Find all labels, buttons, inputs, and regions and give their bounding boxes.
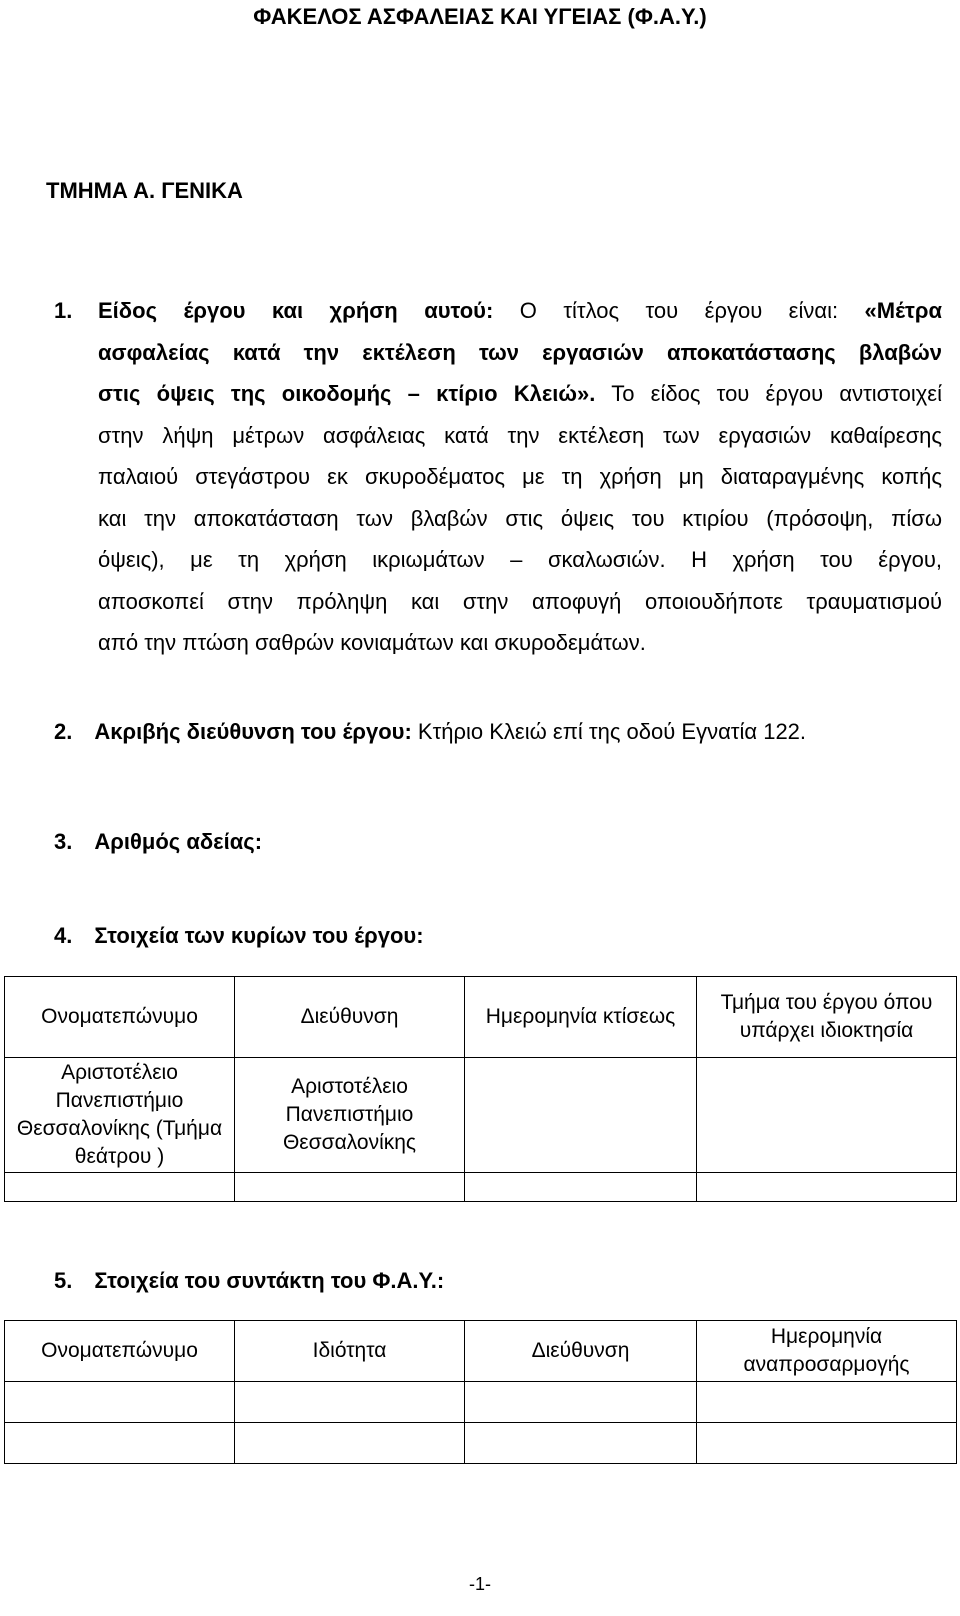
owners-header-address: Διεύθυνση xyxy=(235,977,465,1058)
item-1-line-5: παλαιού στεγάστρου εκ σκυροδέματος με τη χρήση μη διαταραγμένης κοπής xyxy=(98,464,942,489)
item-2-value: Κτήριο Κλειώ επί της οδού Εγνατία 122. xyxy=(411,719,807,744)
item-4-number: 4. xyxy=(54,923,73,948)
item-1-line-6: και την αποκατάσταση των βλαβών στις όψεις του κτιρίου (πρόσοψη, πίσω xyxy=(98,505,942,531)
author-header-row xyxy=(5,1321,957,1382)
owners-row-2 xyxy=(5,1173,957,1202)
item-1-number: 1. xyxy=(54,298,73,323)
project-title-end: στις όψεις της οικοδομής – κτίριο Κλειώ». xyxy=(98,381,596,406)
author-cell-address xyxy=(465,1423,697,1464)
item-1-text-2: Το είδος του έργου αντιστοιχεί xyxy=(595,381,942,406)
author-cell-address xyxy=(465,1382,697,1423)
item-1-text: Ο τίτλος του έργου είναι: xyxy=(493,298,865,323)
item-1-line-9: από την πτώση σαθρών κονιαμάτων και σκυροδεμάτων. xyxy=(98,630,646,655)
item-2-label: Ακριβής διεύθυνση του έργου: xyxy=(94,719,412,744)
item-1-label: Είδος έργου και χρήση αυτού: xyxy=(98,298,494,323)
author-cell-update-date xyxy=(697,1423,957,1464)
item-3-label: Αριθμός αδείας: xyxy=(94,829,263,854)
owners-cell-ownership-part xyxy=(697,1173,957,1202)
item-1-paragraph xyxy=(98,290,942,664)
author-row-2 xyxy=(5,1423,957,1464)
owners-cell-ownership-part xyxy=(697,1058,957,1173)
item-5-label: Στοιχεία του συντάκτη του Φ.Α.Υ.: xyxy=(94,1268,445,1293)
item-1-line-4: στην λήψη μέτρων ασφάλειας κατά την εκτέλεση των εργασιών καθαίρεσης xyxy=(98,422,942,448)
item-2 xyxy=(54,719,806,745)
item-4 xyxy=(54,923,424,949)
owners-header-build-date: Ημερομηνία κτίσεως xyxy=(465,977,697,1058)
section-heading: ΤΜΗΜΑ Α. ΓΕΝΙΚΑ xyxy=(46,178,243,203)
project-title-start: «Μέτρα xyxy=(864,298,942,323)
owners-cell-build-date xyxy=(465,1173,697,1202)
owners-cell-address xyxy=(235,1173,465,1202)
owners-cell-build-date xyxy=(465,1058,697,1173)
item-3 xyxy=(54,829,262,855)
author-cell-name xyxy=(5,1382,235,1423)
author-cell-name xyxy=(5,1423,235,1464)
author-header-capacity: Ιδιότητα xyxy=(235,1321,465,1382)
item-1-line-3 xyxy=(98,373,942,415)
owners-cell-name xyxy=(5,1173,235,1202)
item-4-label: Στοιχεία των κυρίων του έργου: xyxy=(94,923,424,948)
owners-header-name: Ονοματεπώνυμο xyxy=(5,977,235,1058)
author-table xyxy=(4,1320,957,1464)
owners-header-row xyxy=(5,977,957,1058)
author-row-1 xyxy=(5,1382,957,1423)
page-number: -1- xyxy=(469,1574,491,1594)
item-2-number: 2. xyxy=(54,719,73,744)
author-header-address: Διεύθυνση xyxy=(465,1321,697,1382)
owners-cell-address: Αριστοτέλειο Πανεπιστήμιο Θεσσαλονίκης xyxy=(235,1058,465,1173)
author-header-update-date: Ημερομηνία αναπροσαρμογής xyxy=(697,1321,957,1382)
item-1-line-8: αποσκοπεί στην πρόληψη και στην αποφυγή οποιουδήποτε τραυματισμού xyxy=(98,588,942,614)
item-5 xyxy=(54,1268,444,1294)
item-3-number: 3. xyxy=(54,829,73,854)
author-cell-capacity xyxy=(235,1423,465,1464)
author-header-name: Ονοματεπώνυμο xyxy=(5,1321,235,1382)
document-title: ΦΑΚΕΛΟΣ ΑΣΦΑΛΕΙΑΣ ΚΑΙ ΥΓΕΙΑΣ (Φ.Α.Υ.) xyxy=(253,4,707,29)
owners-header-ownership-part: Τμήμα του έργου όπου υπάρχει ιδιοκτησία xyxy=(697,977,957,1058)
author-cell-update-date xyxy=(697,1382,957,1423)
item-1-line-2: ασφαλείας κατά την εκτέλεση των εργασιών αποκατάστασης βλαβών xyxy=(98,339,942,365)
owners-row-1 xyxy=(5,1058,957,1173)
author-cell-capacity xyxy=(235,1382,465,1423)
item-1-line-1 xyxy=(98,290,942,332)
owners-table xyxy=(4,976,957,1202)
item-1-line-7: όψεις), με τη χρήση ικριωμάτων – σκαλωσιών. Η χρήση του έργου, xyxy=(98,547,942,572)
owners-cell-name: Αριστοτέλειο Πανεπιστήμιο Θεσσαλονίκης (Τμήμα θεάτρου ) xyxy=(5,1058,235,1173)
item-5-number: 5. xyxy=(54,1268,73,1293)
